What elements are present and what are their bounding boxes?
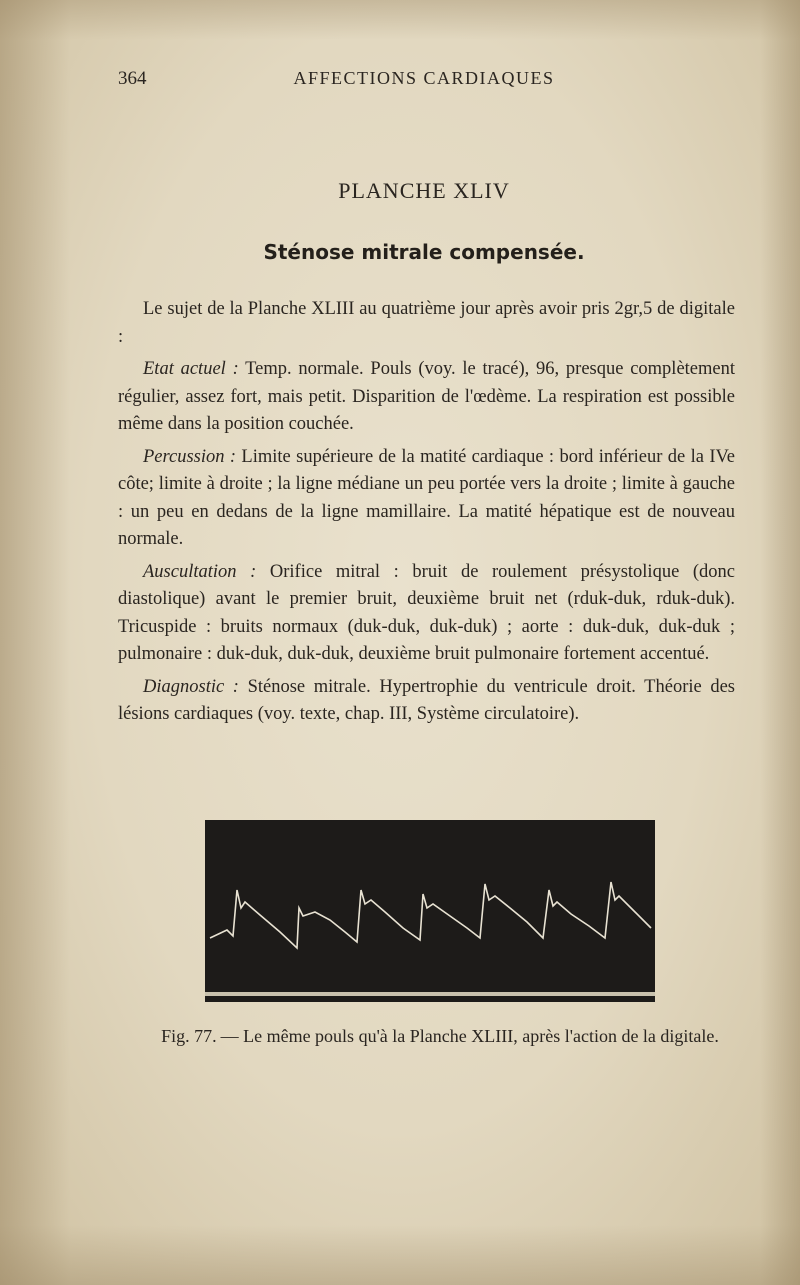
page-edge-shadow xyxy=(760,0,800,1285)
section-title: Sténose mitrale compensée. xyxy=(263,240,585,264)
paragraph-text: Limite supérieure de la matité cardiaque : bord inférieur de la IVe côte; limite à droite ; la ligne médiane un peu portée vers la droite ; limite à gauche : un peu en dedans de la ligne mamillaire. La matité hépatique est de nouveau normale. xyxy=(118,446,735,549)
paragraph-lead: Diagnostic : xyxy=(143,676,239,697)
diagnostic-paragraph xyxy=(118,674,735,729)
figure-caption-text: — Le même pouls qu'à la Planche XLIII, après l'action de la digitale. xyxy=(220,1026,719,1046)
intro-paragraph: Le sujet de la Planche XLIII au quatrième jour après avoir pris 2gr,5 de digitale : xyxy=(118,299,735,347)
page-edge-shadow xyxy=(0,0,800,40)
page-header xyxy=(118,68,730,98)
pulse-tracing-figure xyxy=(205,820,655,1002)
auscultation-paragraph xyxy=(118,559,735,669)
paragraph-text: Temp. normale. Pouls (voy. le tracé), 96, presque complètement régulier, assez fort, mais petit. Disparition de l'œdème. La respiration est possible même dans la position couchée. xyxy=(118,359,735,434)
paragraph-lead: Auscultation : xyxy=(143,561,257,582)
figure-caption xyxy=(140,1024,740,1048)
body-text xyxy=(118,296,735,734)
running-head: AFFECTIONS CARDIAQUES xyxy=(293,68,555,88)
paragraph-lead: Etat actuel : xyxy=(143,359,239,379)
figure-label: Fig. 77. xyxy=(161,1026,217,1046)
plate-title: PLANCHE XLIV xyxy=(338,178,510,203)
page-edge-shadow xyxy=(0,0,70,1285)
page-edge-shadow xyxy=(0,1225,800,1285)
percussion-paragraph xyxy=(118,444,735,554)
tracing-baseline xyxy=(205,992,655,996)
etat-paragraph xyxy=(118,356,735,439)
pulse-tracing-image xyxy=(205,820,655,1002)
paragraph-text: Sténose mitrale. Hypertrophie du ventricule droit. Théorie des lésions cardiaques (voy. texte, chap. III, Système circulatoire). xyxy=(118,676,735,724)
paragraph-lead: Percussion : xyxy=(143,446,237,467)
page-number: 364 xyxy=(118,68,147,89)
tracing-background xyxy=(205,820,655,1002)
paragraph-text: Orifice mitral : bruit de roulement présystolique (donc diastolique) avant le premier bruit, deuxième bruit net (rduk-duk, rduk-duk). Tricuspide : bruits normaux (duk-duk, duk-duk) ; aorte : duk-duk, duk-duk ; pulmonaire : duk-duk, duk-duk, deuxième bruit pulmonaire fortement accentué. xyxy=(118,561,735,664)
